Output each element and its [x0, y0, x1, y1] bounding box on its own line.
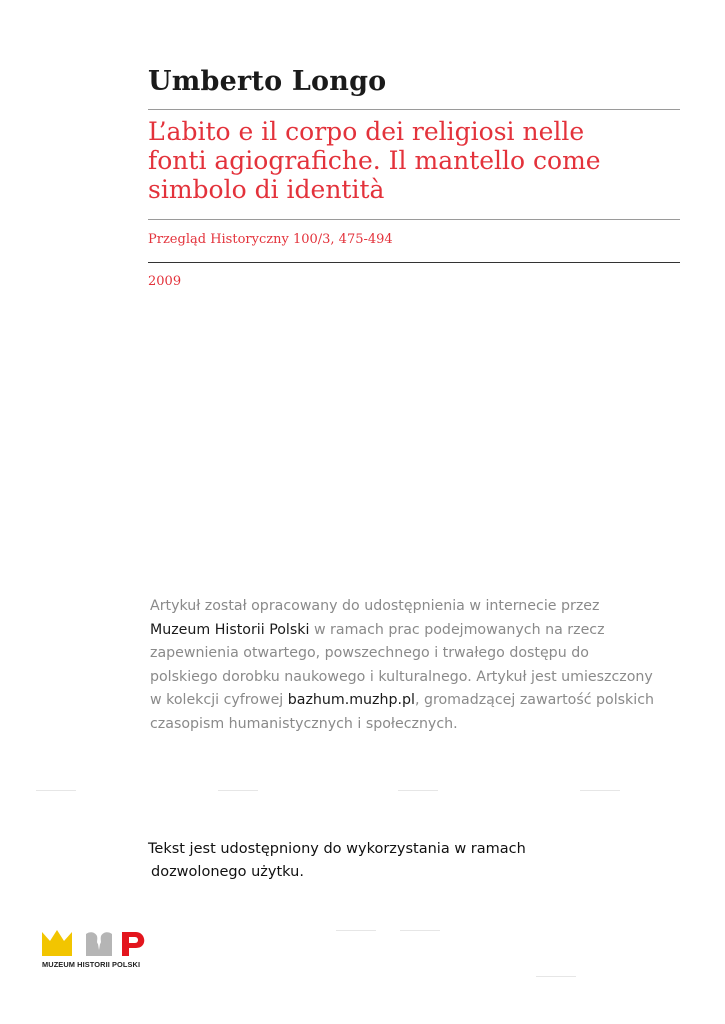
license-line: dozwolonego użytku.: [151, 864, 304, 880]
title-line: L’abito e il corpo dei religiosi nelle: [148, 117, 585, 146]
notice-text: w kolekcji cyfrowej: [150, 692, 288, 709]
faint-mark: [36, 790, 76, 791]
faint-mark: [536, 976, 576, 977]
profile-right-icon: [98, 932, 112, 956]
journal-citation: Przegląd Historyczny 100/3, 475-494: [148, 232, 393, 247]
divider: [148, 109, 680, 110]
divider: [148, 219, 680, 220]
notice-line: [150, 689, 670, 713]
divider: [148, 262, 680, 263]
faint-mark: [398, 790, 438, 791]
faint-mark: [580, 790, 620, 791]
p-letter-icon: [122, 932, 144, 956]
notice-line: polskiego dorobku naukowego i kulturalnego. Artykuł jest umieszczony: [150, 668, 653, 685]
notice-line: czasopism humanistycznych i społecznych.: [150, 715, 458, 732]
article-title: [148, 117, 680, 204]
author-name: Umberto Longo: [148, 66, 387, 97]
faint-mark: [400, 930, 440, 931]
museum-logo-icon: [40, 926, 180, 960]
faint-mark: [336, 930, 376, 931]
title-line: simbolo di identità: [148, 175, 385, 204]
digitization-notice: [150, 595, 670, 737]
museum-name: Muzeum Historii Polski: [150, 621, 310, 638]
title-line: fonti agiografiche. Il mantello come: [148, 146, 601, 175]
notice-line: [150, 619, 670, 643]
notice-text: w ramach prac podejmowanych na rzecz: [309, 621, 605, 638]
faint-mark: [218, 790, 258, 791]
publication-year: 2009: [148, 274, 182, 289]
collection-link[interactable]: bazhum.muzhp.pl: [287, 692, 415, 709]
crown-m-icon: [42, 930, 72, 956]
notice-line: zapewnienia otwartego, powszechnego i trwałego dostępu do: [150, 645, 589, 662]
notice-text: , gromadzącej zawartość polskich: [414, 692, 655, 709]
license-notice: [148, 838, 526, 884]
profile-left-icon: [86, 932, 100, 956]
notice-line: Artykuł został opracowany do udostępnienia w internecie przez: [150, 598, 600, 614]
museum-logo-text: MUZEUM HISTORII POLSKI: [42, 960, 141, 969]
license-line: Tekst jest udostępniony do wykorzystania w ramach: [148, 841, 526, 857]
